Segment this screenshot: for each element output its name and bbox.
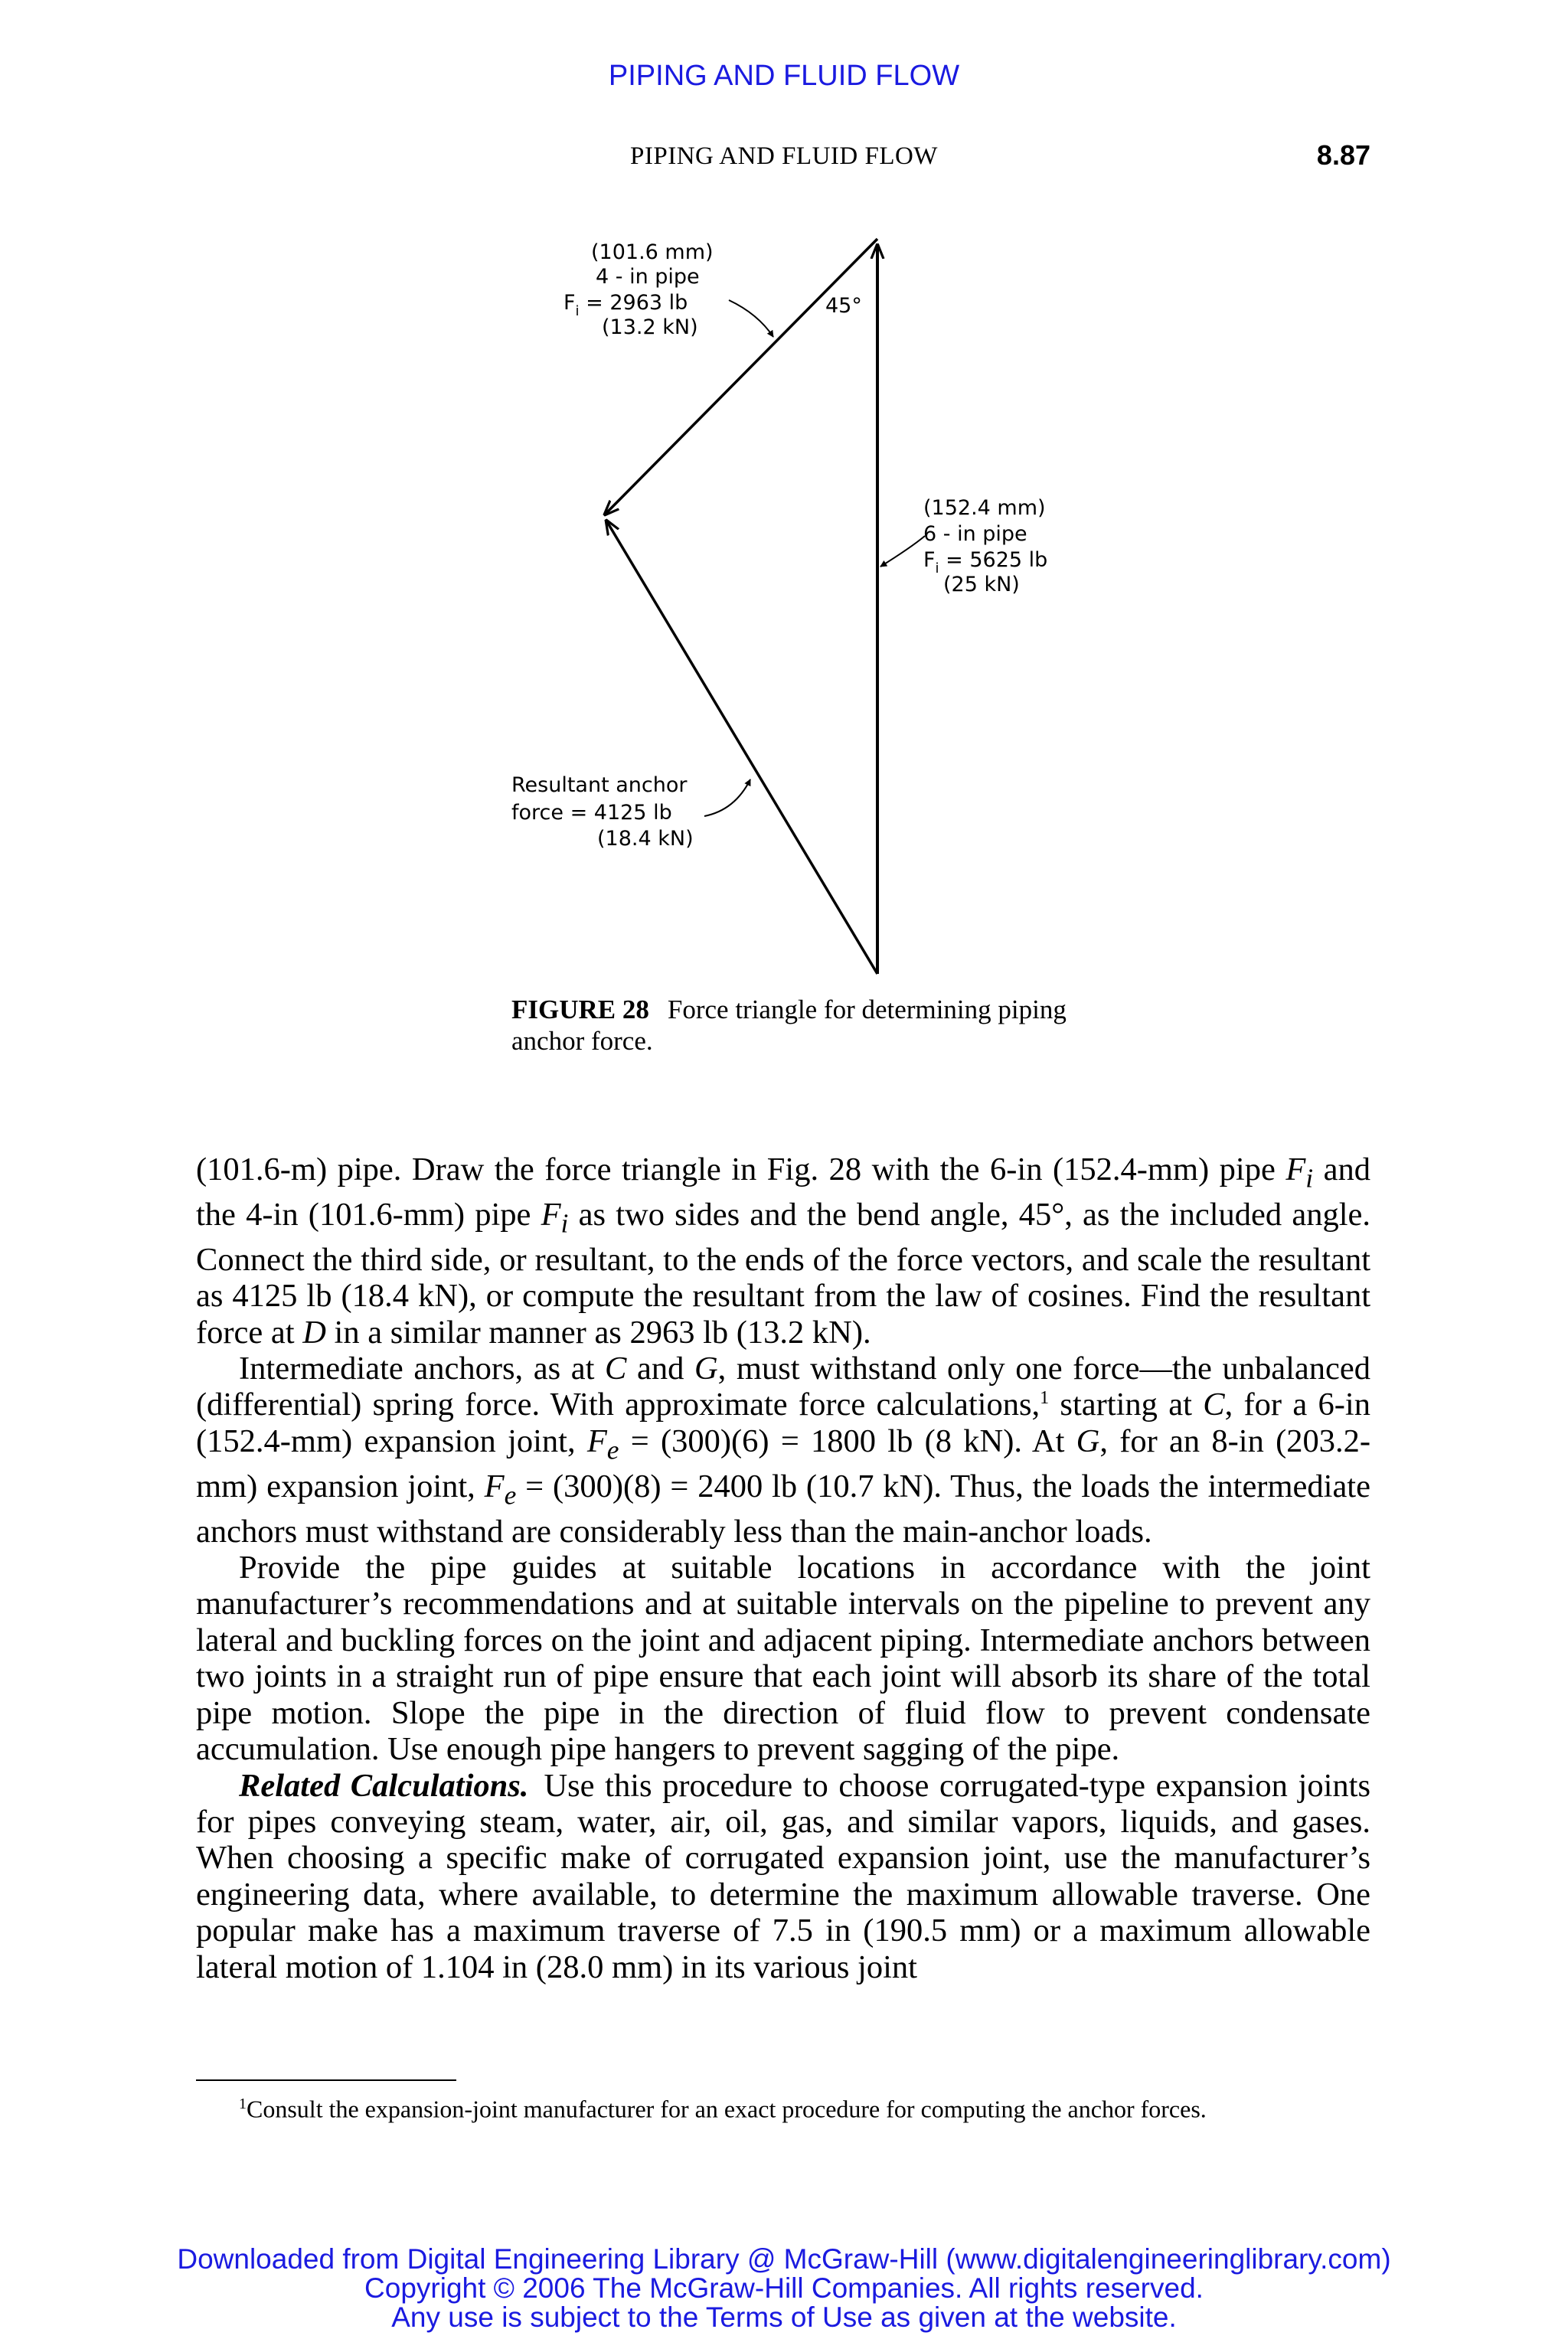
label-4in-force: $F_i = 2963$ lb bbox=[564, 291, 688, 319]
force-triangle-figure bbox=[0, 0, 1568, 995]
body-text bbox=[196, 1152, 1370, 1985]
running-head: PIPING AND FLUID FLOW bbox=[630, 142, 938, 170]
download-line-1[interactable]: Downloaded from Digital Engineering Library @ McGraw-Hill (www.digitalengineeringlibrary.com) bbox=[177, 2243, 1391, 2275]
paragraph-2: Intermediate anchors, as at C and G, must withstand only one force—the unbalanced (differential) spring force. With approximate force calculations,$^1$ starting at C, for a 6-in (152.4-mm) expansion joint, $F_e = (300)(6) = 1800$ lb (8 kN). At G, for an 8-in (203.2-mm) expansion joint, $F_e = (300)(8) = 2400$ lb (10.7 kN). Thus, the loads the intermediate anchors must withstand are considerably less than the main-anchor loads. bbox=[196, 1351, 1371, 1550]
caption-text: Force triangle for determining piping anchor force. bbox=[511, 995, 1067, 1056]
paragraph-1: (101.6-m) pipe. Draw the force triangle in Fig. 28 with the 6-in (152.4-mm) pipe $F_i$ and the 4-in (101.6-mm) pipe $F_i$ as two sides and the bend angle, 45°, as the included angle. Connect the third side, or resultant, to the ends of the force vectors, and scale the resultant as 4125 lb (18.4 kN), or compute the resultant from the law of cosines. Find the resultant force at D in a similar manner as 2963 lb (13.2 kN). bbox=[196, 1152, 1370, 1351]
label-4in-size: 4 - in pipe bbox=[596, 265, 700, 289]
label-resultant-title: Resultant anchor bbox=[511, 773, 688, 797]
label-6in-kn: (25 kN) bbox=[943, 573, 1020, 596]
leader-resultant bbox=[704, 779, 750, 816]
top-link[interactable]: PIPING AND FLUID FLOW bbox=[608, 60, 960, 92]
leader-4in bbox=[729, 300, 773, 337]
caption-label: FIGURE 28 bbox=[511, 995, 649, 1024]
related-calculations-heading: Related Calculations. bbox=[239, 1767, 529, 1804]
download-notice[interactable] bbox=[0, 2245, 1568, 2332]
figure-caption bbox=[511, 994, 1093, 1057]
footnote-rule bbox=[196, 2079, 456, 2081]
download-line-3: Any use is subject to the Terms of Use as given at the website. bbox=[391, 2301, 1177, 2333]
label-resultant-kn: (18.4 kN) bbox=[597, 827, 694, 851]
footnote: $^1$Consult the expansion-joint manufacturer for an exact procedure for computing the anchor forces. bbox=[239, 2095, 1207, 2123]
resultant-vector bbox=[606, 521, 877, 974]
label-4in-mm: (101.6 mm) bbox=[591, 240, 714, 264]
label-6in-force: $F_i = 5625$ lb bbox=[923, 548, 1048, 577]
label-6in-size: 6 - in pipe bbox=[923, 522, 1027, 546]
download-line-2: Copyright © 2006 The McGraw-Hill Companies. All rights reserved. bbox=[364, 2272, 1204, 2304]
label-resultant-force: force = 4125 lb bbox=[511, 801, 672, 825]
angle-label: 45° bbox=[825, 294, 862, 318]
paragraph-4: Related Calculations. Use this procedure to choose corrugated-type expansion joints for pipes conveying steam, water, air, oil, gas, and similar vapors, liquids, and gases. When choosing a specific make of corrugated expansion joint, use the manufacturer’s engineering data, where available, to determine the maximum allowable traverse. One popular make has a maximum traverse of 7.5 in (190.5 mm) or a maximum allowable lateral motion of 1.104 in (28.0 mm) in its various joint bbox=[196, 1767, 1370, 1985]
label-4in-kn: (13.2 kN) bbox=[602, 315, 698, 339]
paragraph-3: Provide the pipe guides at suitable locations in accordance with the joint manufacturer’s recommendations and at suitable intervals on the pipeline to prevent any lateral and buckling forces on the joint and adjacent piping. Intermediate anchors between two joints in a straight run of pipe ensure that each joint will absorb its share of the total pipe motion. Slope the pipe in the direction of fluid flow to prevent condensate accumulation. Use enough pipe hangers to prevent sagging of the pipe. bbox=[196, 1550, 1370, 1768]
page-number: 8.87 bbox=[1316, 139, 1370, 171]
footnote-ref: 1 bbox=[1040, 1388, 1050, 1409]
leader-6in bbox=[880, 536, 925, 567]
label-6in-mm: (152.4 mm) bbox=[923, 496, 1046, 520]
